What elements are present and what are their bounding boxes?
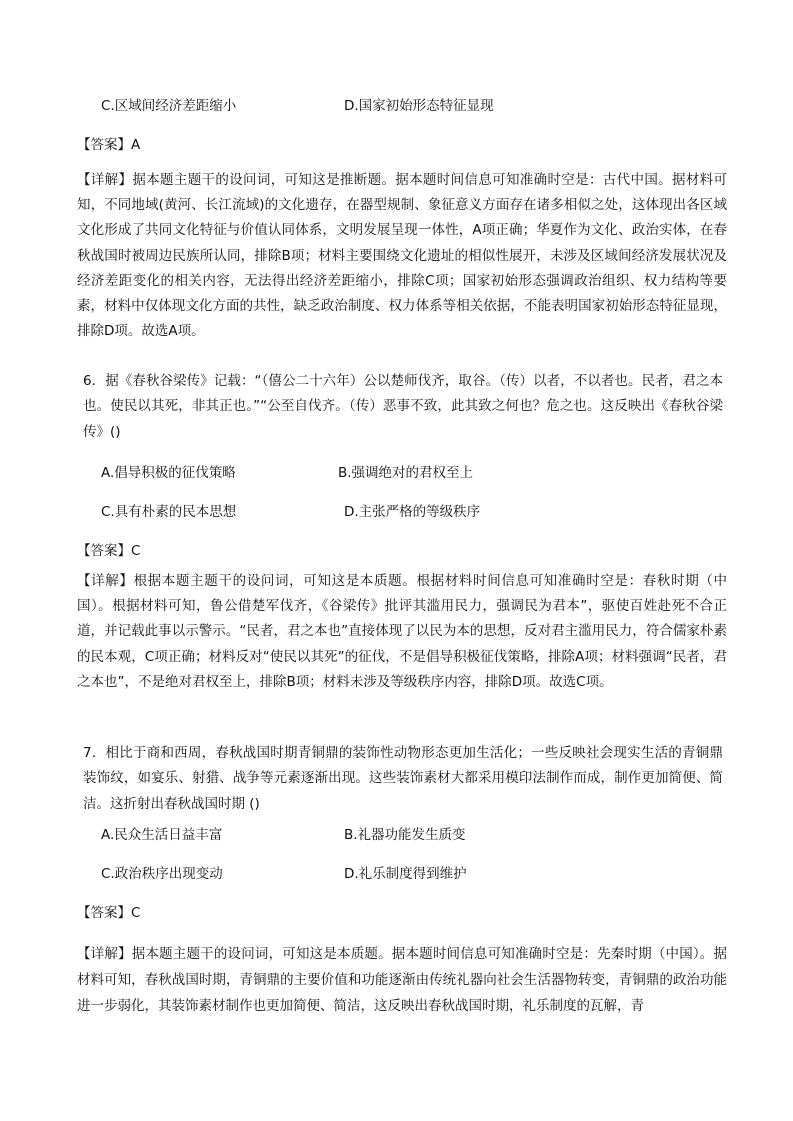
q7-option-d: D.礼乐制度得到维护 [344,866,467,882]
q5-option-d: D.国家初始形态特征显现 [344,98,494,114]
q7-explanation: 【详解】据本题主题干的设问词，可知这是本质题。据本题时间信息可知准确时空是：先秦时期（中国）。据材料可知，春秋战国时期，青铜鼎的主要价值和功能逐渐由传统礼器向社会生活器物转变，青铜鼎的政治功能进一步弱化，其装饰素材制作也更加简便、简洁，这反映出春秋战国时期，礼乐制度的瓦解，青 [77,946,727,1014]
q7-option-row-cd [101,864,467,884]
q7-stem: 7．相比于商和西周，春秋战国时期青铜鼎的装饰性动物形态更加生活化；一些反映社会现实生活的青铜鼎装饰纹，如宴乐、射猎、战争等元素逐渐出现。这些装饰素材大都采用模印法制作而成，制作更加简便、简洁。这折射出春秋战国时期 () [83,745,723,812]
q6-option-c: C.具有朴素的民本思想 [101,504,237,520]
q7-option-a: A.民众生活日益丰富 [101,827,223,843]
q6-stem: 6．据《春秋谷梁传》记载：“（僖公二十六年）公以楚师伐齐，取谷。（传）以者，不以者也。民者，君之本也。使民以其死，非其正也。”“公至自伐齐。（传）恶事不致，此其致之何也？危之也。这反映出《春秋谷梁传》() [83,373,723,440]
q6-option-b: B.强调绝对的君权至上 [338,465,474,481]
q7-option-c: C.政治秩序出现变动 [101,866,223,882]
q7-answer: 【答案】C [77,905,141,921]
q6-option-d: D.主张严格的等级秩序 [344,504,481,520]
q6-answer: 【答案】C [77,543,141,559]
q5-explanation: 【详解】据本题主题干的设问词，可知这是推断题。据本题时间信息可知准确时空是：古代中国。据材料可知，不同地域(黄河、长江流域)的文化遗存，在器型规制、象征意义方面存在诸多相似之处，这体现出各区域文化形成了共同文化特征与价值认同体系，文明发展呈现一体性，A项正确；华夏作为文化、政治实体，在春秋战国时被周边民族所认同，排除B项；材料主要围绕文化遗址的相似性展开，未涉及区域间经济发展状况及经济差距变化的相关内容，无法得出经济差距缩小，排除C项；国家初始形态强调政治组织、权力结构等要素，材料中仅体现文化方面的共性，缺乏政治制度、权力体系等相关依据，不能表明国家初始形态特征显现，排除D项。故选A项。 [77,172,727,340]
q6-explanation: 【详解】根据本题主题干的设问词，可知这是本质题。根据材料时间信息可知准确时空是：春秋时期（中国）。根据材料可知，鲁公借楚军伐齐，《谷梁传》批评其滥用民力，强调民为君本”，驱使百姓赴死不合正道，并记载此事以示警示。“民者，君之本也”直接体现了以民为本的思想，反对君主滥用民力，符合儒家朴素的民本观，C项正确；材料反对“使民以其死”的征伐，不是倡导积极征伐策略，排除A项；材料强调“民者，君之本也”，不是绝对君权至上，排除B项；材料未涉及等级秩序内容，排除D项。故选C项。 [77,573,727,690]
q6-option-a: A.倡导积极的征伐策略 [101,465,236,481]
q7-option-b: B.礼器功能发生质变 [344,827,466,843]
q5-option-row-cd [101,96,494,116]
q6-option-row-cd [101,502,481,522]
q6-option-row-ab [101,463,474,483]
q5-answer: 【答案】A [77,137,141,153]
q5-option-c: C.区域间经济差距缩小 [101,98,237,114]
q7-option-row-ab [101,825,466,845]
